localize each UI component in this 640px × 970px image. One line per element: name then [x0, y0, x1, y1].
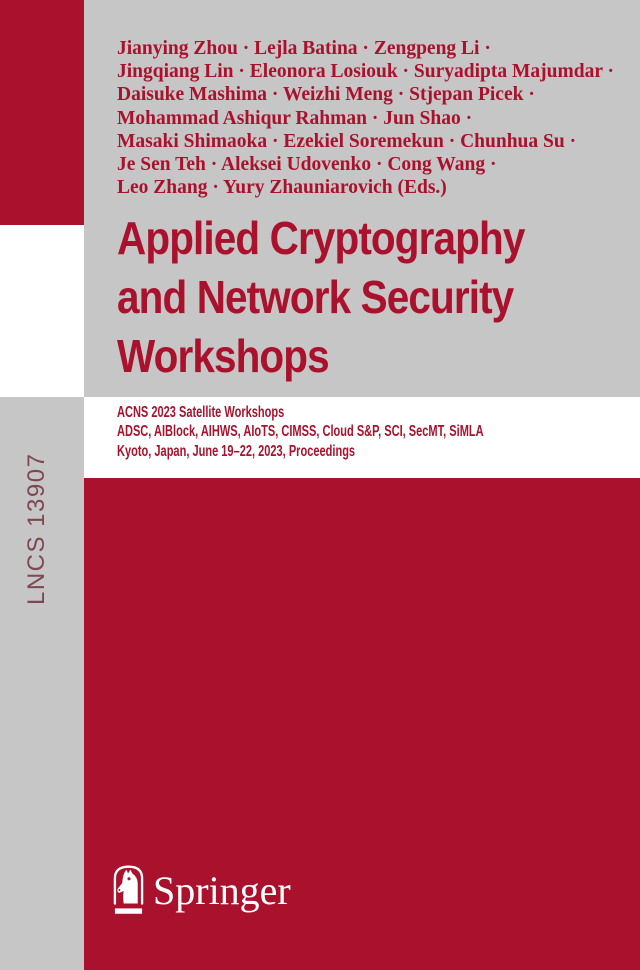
editors-block — [117, 37, 627, 199]
book-title-line: and Network Security — [117, 271, 514, 323]
editors-line: Daisuke Mashima · Weizhi Meng · Stjepan Picek · — [117, 84, 535, 106]
editors-line: Je Sen Teh · Aleksei Udovenko · Cong Wang · — [117, 154, 497, 176]
subtitle-line-workshops: ADSC, AIBlock, AIHWS, AIoTS, CIMSS, Cloud S&P, SCI, SecMT, SiMLA — [117, 423, 484, 441]
spine-strip — [0, 225, 84, 605]
editors-line: Mohammad Ashiqur Rahman · Jun Shao · — [117, 107, 473, 129]
book-title-line: Applied Cryptography — [117, 212, 525, 264]
subtitle-line-venue: Kyoto, Japan, June 19–22, 2023, Proceedings — [117, 442, 356, 460]
spine-series-number: LNCS 13907 — [23, 452, 50, 605]
publisher-wordmark: Springer — [153, 868, 291, 913]
subtitle-band — [84, 397, 640, 478]
springer-horse-icon — [112, 863, 145, 915]
editors-line: Jianying Zhou · Lejla Batina · Zengpeng Li · — [117, 38, 491, 59]
spine-top-red-square — [0, 0, 84, 225]
book-title-line: Workshops — [117, 330, 329, 382]
editors-line: Masaki Shimaoka · Ezekiel Soremekun · Chunhua Su · — [117, 130, 577, 152]
subtitle-line-series: ACNS 2023 Satellite Workshops — [117, 404, 285, 421]
editors-line: Jingqiang Lin · Eleonora Losiouk · Suryadipta Majumdar · — [117, 61, 615, 83]
book-title — [117, 209, 580, 386]
editors-line: Leo Zhang · Yury Zhauniarovich (Eds.) — [117, 177, 447, 199]
